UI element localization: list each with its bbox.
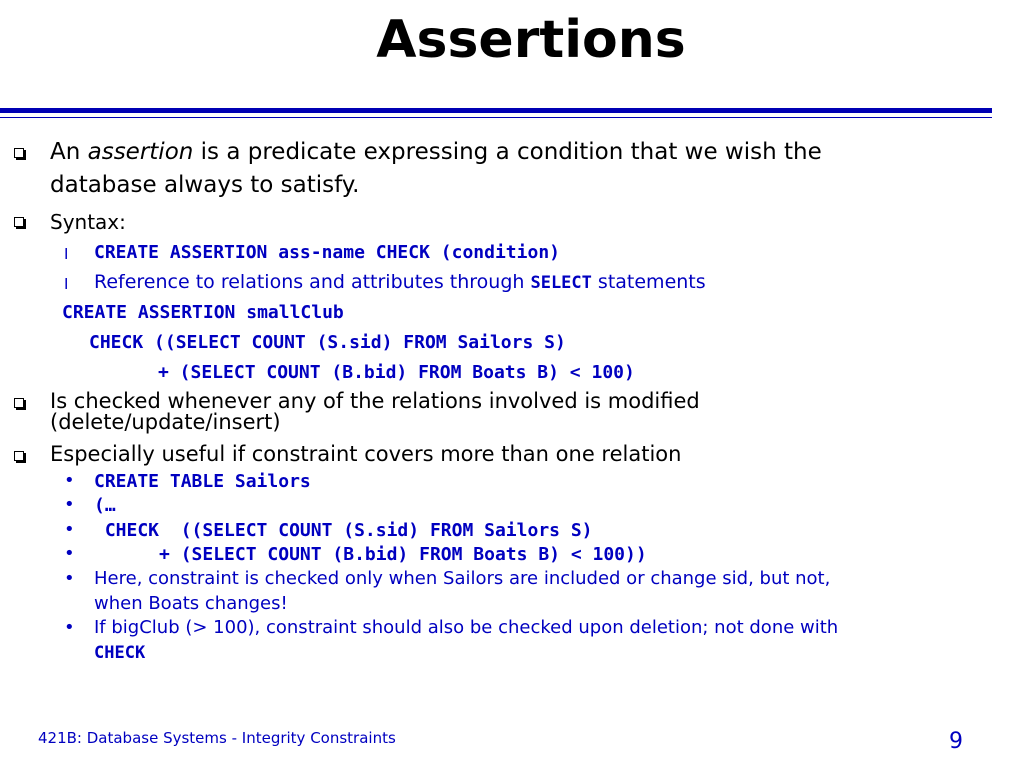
dot-bullet-icon: • (64, 519, 75, 540)
hand-pointer-icon: Ⅰ (64, 275, 69, 293)
bullet-especially-useful: Especially useful if constraint covers more than one relation (50, 442, 682, 466)
code-check-sailors: CHECK ((SELECT COUNT (S.sid) FROM Sailors S) (89, 332, 566, 353)
square-bullet-icon (14, 148, 24, 158)
hand-pointer-icon: Ⅰ (64, 245, 69, 263)
square-bullet-icon (14, 398, 24, 408)
slide-title: Assertions (376, 10, 686, 70)
code-plus-boats-table: + (SELECT COUNT (B.bid) FROM Boats B) < 100)) (94, 544, 647, 565)
bullet-syntax: Syntax: (50, 210, 126, 234)
title-divider (0, 108, 992, 113)
bullet-assertion-definition (50, 139, 822, 165)
square-bullet-icon (14, 217, 24, 227)
code-create-assertion: CREATE ASSERTION smallClub (62, 302, 344, 323)
syntax-create-assertion: CREATE ASSERTION ass-name CHECK (condition) (94, 242, 560, 263)
reference-note-pre: Reference to relations and attributes through (94, 271, 531, 293)
dot-bullet-icon: • (64, 494, 75, 515)
page-number: 9 (949, 729, 963, 754)
note-here-constraint-line2: when Boats changes! (94, 593, 288, 614)
dot-bullet-icon: • (64, 617, 75, 638)
note-here-constraint: Here, constraint is checked only when Sailors are included or change sid, but not, (94, 568, 831, 589)
dot-bullet-icon: • (64, 543, 75, 564)
dot-bullet-icon: • (64, 568, 75, 589)
select-keyword: SELECT (530, 273, 592, 293)
note-bigclub: If bigClub (> 100), constraint should also be checked upon deletion; not done with (94, 617, 839, 638)
bullet-checked-when-line2: (delete/update/insert) (50, 410, 281, 434)
reference-note-post: statements (591, 271, 706, 293)
square-bullet-icon (14, 451, 24, 461)
code-create-table: CREATE TABLE Sailors (94, 471, 311, 492)
code-check-sailors-table: CHECK ((SELECT COUNT (S.sid) FROM Sailors S) (94, 520, 593, 541)
slide-footer: 421B: Database Systems - Integrity Constraints (38, 729, 396, 747)
bullet-checked-when: Is checked whenever any of the relations involved is modified (50, 389, 700, 413)
syntax-reference-note (94, 271, 706, 293)
assertion-term: assertion (87, 139, 194, 165)
bullet-text-post: is a predicate expressing a condition that we wish the (193, 139, 822, 165)
code-open-paren: (… (94, 495, 116, 516)
code-plus-boats: + (SELECT COUNT (B.bid) FROM Boats B) < 100) (158, 362, 635, 383)
title-divider-thin (0, 117, 992, 118)
dot-bullet-icon: • (64, 470, 75, 491)
bullet-assertion-definition-line2: database always to satisfy. (50, 172, 360, 198)
note-bigclub-check: CHECK (94, 643, 146, 663)
bullet-text-pre: An (50, 139, 88, 165)
